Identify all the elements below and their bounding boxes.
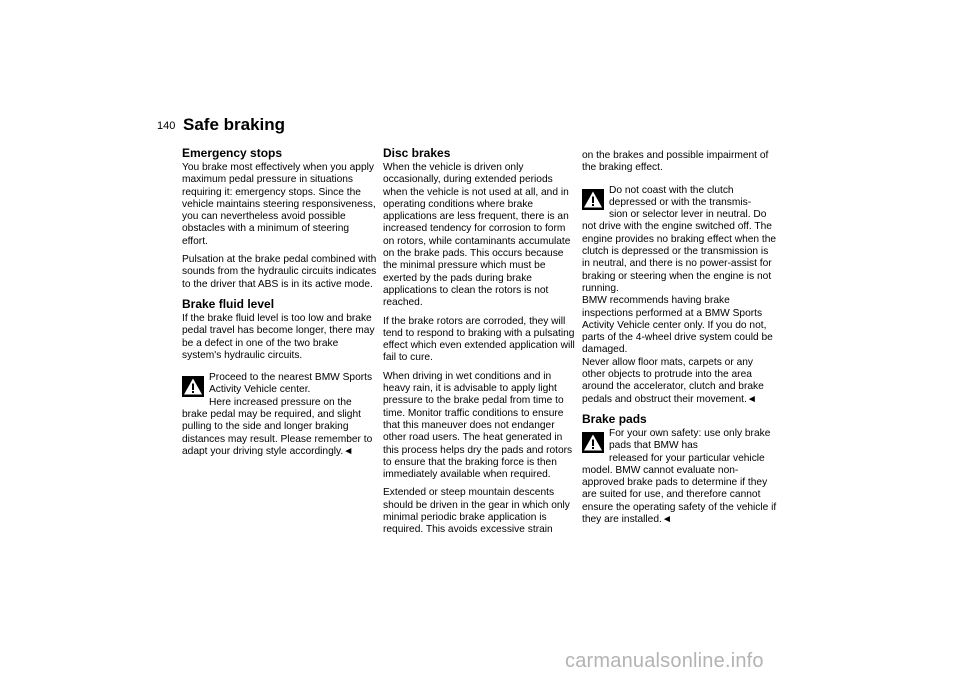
page-number: 140 bbox=[157, 120, 176, 132]
watermark: carmanualsonline.info bbox=[565, 650, 764, 672]
paragraph: When the vehicle is driven only occasionally, during extended periods when the vehicle is not used at all, and in operating conditions where brake applications are less frequent, there is an increased tendency for corrosion to form on rotors, while contaminants accumulate on the brake pads. This occurs because the minimal pressure which must be exerted by the pads during brake applications to clean the rotors is not reached. bbox=[383, 162, 571, 309]
page-title: Safe braking bbox=[183, 115, 286, 134]
column-middle bbox=[383, 146, 578, 543]
warning-text-continued: released for your particular vehicle model. BMW cannot evaluate non-approved brake pads to determine if they are suited for use, and therefore cannot ensure the operating safety of the vehicle if they are installed.◄ bbox=[582, 452, 777, 526]
warning-text: For your own safety: use only brake pads that BMW has bbox=[609, 427, 771, 452]
warning-note bbox=[582, 428, 777, 526]
paragraph: BMW recommends having brake inspections performed at a BMW Sports Activity Vehicle center only. If you do not, parts of the 4-wheel drive system could be damaged. bbox=[582, 295, 773, 356]
warning-text: Proceed to the nearest BMW Sports Activity Vehicle center. bbox=[209, 372, 373, 396]
warning-triangle-icon bbox=[182, 376, 204, 397]
heading-brake-fluid-level: Brake fluid level bbox=[182, 296, 275, 311]
column-left bbox=[182, 146, 377, 464]
paragraph: Never allow floor mats, carpets or any other objects to protrude into the area around the accelerator, clutch and brake pedals and obstruct their movement.◄ bbox=[582, 356, 764, 405]
paragraph: You brake most effectively when you apply maximum pedal pressure in situations requiring it: emergency stops. Since the vehicle maintains steering responsiveness, you can nevertheless avoid possible obstacles with a minimum of steering effort. bbox=[182, 162, 376, 247]
warning-note bbox=[582, 185, 777, 406]
column-right bbox=[582, 150, 777, 532]
paragraph: If the brake fluid level is too low and brake pedal travel has become longer, there may be a defect in one of the two brake system's hydraulic circuits. bbox=[182, 312, 375, 361]
heading-emergency-stops: Emergency stops bbox=[182, 146, 283, 160]
heading-brake-pads: Brake pads bbox=[582, 411, 647, 426]
warning-note bbox=[182, 372, 377, 458]
warning-text-continued: Here increased pressure on the brake pedal may be required, and slight pulling to the side and longer braking distances may result. Please remember to adapt your driving style accordingly.◄ bbox=[182, 396, 373, 457]
paragraph: Pulsation at the brake pedal combined with sounds from the hydraulic circuits indicates to the driver that ABS is in its active mode. bbox=[182, 254, 377, 290]
warning-triangle-icon bbox=[582, 432, 604, 453]
paragraph: Extended or steep mountain descents should be driven in the gear in which only minimal periodic brake application is required. This avoids excessive strain bbox=[383, 487, 570, 536]
paragraph: If the brake rotors are corroded, they will tend to respond to braking with a pulsating effect which even extended application will fail to cure. bbox=[383, 315, 575, 364]
warning-triangle-icon bbox=[582, 189, 604, 210]
paragraph: on the brakes and possible impairment of the braking effect. bbox=[582, 150, 769, 174]
heading-disc-brakes: Disc brakes bbox=[383, 146, 451, 160]
warning-text-continued: sion or selector lever in neutral. Do not drive with the engine switched off. The engine provides no braking effect when the clutch is depressed or the transmission is in neutral, and there is no power-assist for braking or steering when the engine is not running. bbox=[582, 209, 777, 294]
paragraph: When driving in wet conditions and in heavy rain, it is advisable to apply light pressure to the brake pedal from time to time. Monitor traffic conditions to ensure that this maneuver does not endanger other road users. The heat generated in this process helps dry the pads and rotors to ensure that the braking force is then immediately available when required. bbox=[383, 370, 573, 481]
warning-text: Do not coast with the clutch depressed or with the transmis- bbox=[609, 184, 752, 208]
